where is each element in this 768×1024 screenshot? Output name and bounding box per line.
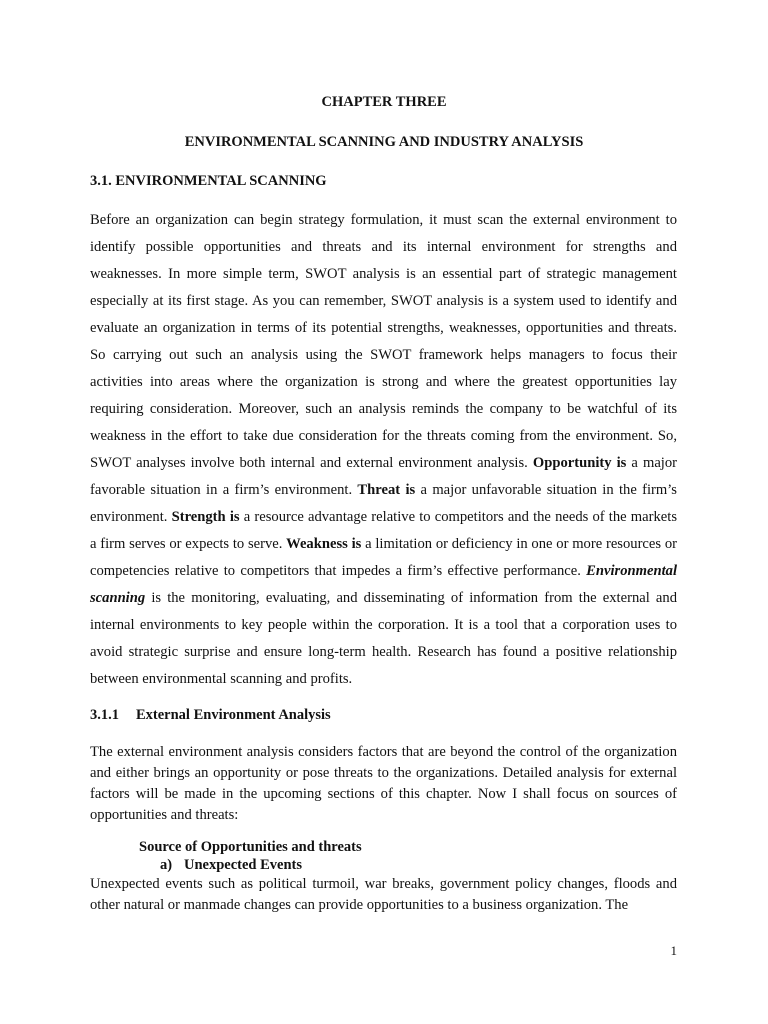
chapter-subtitle: ENVIRONMENTAL SCANNING AND INDUSTRY ANALYSIS bbox=[184, 134, 584, 150]
chapter-title: CHAPTER THREE bbox=[321, 94, 447, 110]
weakness-term: Weakness is bbox=[286, 536, 362, 552]
section-title: External Environment Analysis bbox=[136, 707, 331, 723]
list-item-unexpected-events bbox=[160, 857, 302, 874]
strength-term: Strength is bbox=[171, 509, 240, 525]
section-number: 3.1.1 bbox=[90, 707, 119, 723]
environmental-scanning-term: Environmental scanning bbox=[90, 563, 677, 606]
unexpected-events-paragraph: Unexpected events such as political turmoil, war breaks, government policy changes, floods and other natural or manmade changes can provide opportunities to a business organization. The bbox=[90, 876, 677, 913]
section-heading-3-1-1 bbox=[90, 707, 331, 724]
section-heading-3-1: 3.1. ENVIRONMENTAL SCANNING bbox=[90, 173, 327, 189]
weakness-definition: a limitation or deficiency in one or more resources or competencies relative to competitors that impedes a firm’s effective performance. bbox=[90, 536, 677, 579]
opportunity-definition: a major favorable situation in a firm’s environment. bbox=[90, 455, 678, 498]
page-number: 1 bbox=[670, 943, 677, 958]
threat-definition: a major unfavorable situation in the firm’s environment. bbox=[90, 482, 677, 525]
source-heading: Source of Opportunities and threats bbox=[139, 839, 362, 855]
environmental-scanning-definition: is the monitoring, evaluating, and disseminating of information from the external and internal environments to key people within the corporation. It is a tool that a corporation uses to avoid strategic surprise and ensure long-term health. Research has found a positive relationship between environmental scanning and profits. bbox=[90, 590, 677, 687]
external-analysis-paragraph: The external environment analysis considers factors that are beyond the control of the organization and either brings an opportunity or pose threats to the organizations. Detailed analysis for external factors will be made in the upcoming sections of this chapter. Now I shall focus on sources of opportunities and threats: bbox=[90, 744, 677, 823]
list-item-title: Unexpected Events bbox=[184, 857, 303, 873]
section-3-1-paragraph bbox=[90, 207, 677, 693]
strength-definition: a resource advantage relative to competitors and the needs of the markets a firm serves or expects to serve. bbox=[90, 509, 677, 552]
paragraph-text: Before an organization can begin strategy formulation, it must scan the external environment to identify possible opportunities and threats and its internal environment for strengths and weaknesses. In more simple term, SWOT analysis is an essential part of strategic management especially at its first stage. As you can remember, SWOT analysis is a system used to identify and evaluate an organization in terms of its potential strengths, weaknesses, opportunities and threats. So carrying out such an analysis using the SWOT framework helps managers to focus their activities into areas where the organization is strong and where the greatest opportunities lay requiring consideration. Moreover, such an analysis reminds the company to be watchful of its weakness in the effort to take due consideration for the threats coming from the environment. So, SWOT analyses involve both internal and external environment analysis. bbox=[90, 212, 677, 471]
list-marker: a) bbox=[160, 857, 173, 873]
threat-term: Threat is bbox=[357, 482, 416, 498]
opportunity-term: Opportunity is bbox=[532, 455, 627, 471]
